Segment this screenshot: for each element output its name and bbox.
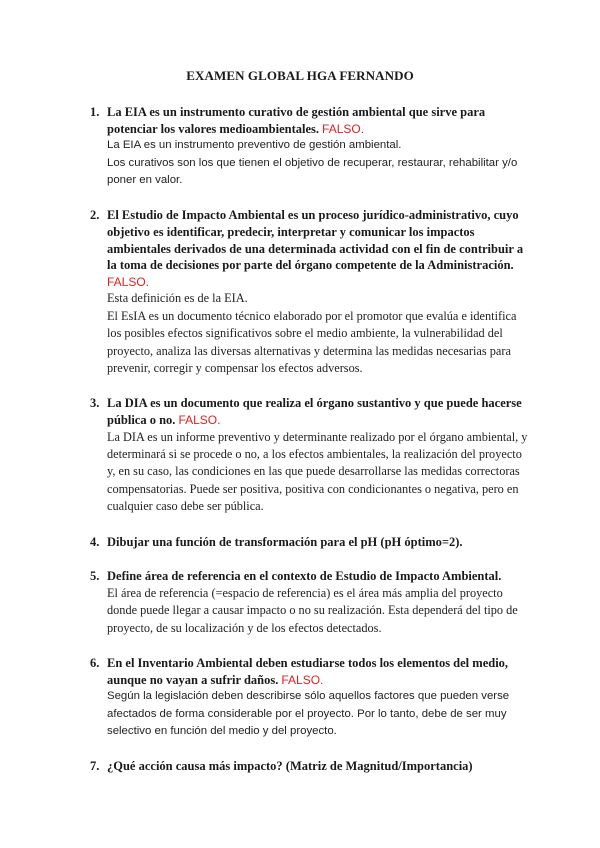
page-title: EXAMEN GLOBAL HGA FERNANDO [186, 68, 414, 83]
question-number: 5. [90, 569, 100, 584]
question-number: 3. [90, 396, 100, 411]
question-text [107, 395, 530, 428]
question-statement: ¿Qué acción causa más impacto? (Matriz de Magnitud/Importancia) [107, 759, 473, 774]
answer-paragraph: Esta definición es de la EIA. [107, 291, 248, 306]
answer-paragraph: El área de referencia (=espacio de referencia) es el área más amplia del proyecto donde puede llegar a causar impacto o no su realización. Esta dependerá del tipo de proyecto, de su localización y de los efectos detectados. [107, 585, 518, 635]
verdict-label: FALSO. [322, 121, 365, 136]
question-text [107, 758, 530, 775]
answer-paragraph: Los curativos son los que tienen el objetivo de recuperar, restaurar, rehabilitar y/o poner en valor. [107, 156, 518, 186]
question-statement: En el Inventario Ambiental deben estudiarse todos los elementos del medio, aunque no vayan a sufrir daños. [107, 656, 509, 687]
question-text [107, 104, 530, 137]
question-2 [90, 207, 530, 377]
answer-paragraph: La EIA es un instrumento preventivo de gestión ambiental. [107, 139, 402, 152]
answer-paragraph: La DIA es un informe preventivo y determinante realizado por el órgano ambiental, y determinará si se procede o no, a los efectos ambientales, la realización del proyecto y, en su caso, las condiciones en las que puede desarrollarse las medidas correctoras compensatorias. Puede ser positiva, positiva con condicionantes o negativa, pero en cualquier caso debe ser pública. [107, 429, 528, 514]
question-text [107, 207, 530, 290]
question-statement: El Estudio de Impacto Ambiental es un proceso jurídico-administrativo, cuyo objetivo es identificar, predecir, interpretar y comunicar los impactos ambientales derivados de una determinada actividad con el fin de contribuir a la toma de decisiones por parte del órgano competente de la Administración. [107, 208, 524, 273]
question-text [107, 568, 530, 585]
answer-paragraph: El EsIA es un documento técnico elaborado por el promotor que evalúa e identifica los posibles efectos significativos sobre el medio ambiente, la vulnerabilidad del proyecto, analiza las diversas alternativas y determina las medidas necesarias para prevenir, corregir y compensar los efectos adversos. [107, 308, 517, 375]
question-number: 2. [90, 208, 100, 223]
question-number: 1. [90, 105, 100, 119]
question-statement: Define área de referencia en el contexto de Estudio de Impacto Ambiental. [107, 569, 502, 584]
answer-block [107, 290, 530, 377]
verdict-label: FALSO. [107, 274, 150, 289]
question-list [90, 104, 530, 793]
verdict-label: FALSO. [281, 672, 324, 687]
question-text [107, 655, 530, 688]
question-text [107, 534, 530, 551]
question-7 [90, 758, 530, 775]
question-1 [90, 104, 530, 189]
question-4 [90, 534, 530, 551]
question-number: 7. [90, 759, 100, 774]
question-statement: Dibujar una función de transformación para el pH (pH óptimo=2). [107, 534, 463, 549]
question-3 [90, 395, 530, 515]
question-5 [90, 568, 530, 637]
verdict-label: FALSO. [178, 413, 221, 427]
answer-block [107, 429, 530, 516]
answer-block [107, 688, 530, 740]
answer-paragraph: Según la legislación deben describirse sólo aquellos factores que pueden verse afectados de forma considerable por el proyecto. Por lo tanto, debe de ser muy selectivo en función del medio y del proyecto. [107, 690, 510, 738]
question-number: 6. [90, 656, 100, 671]
question-number: 4. [90, 534, 100, 549]
answer-block [107, 137, 530, 189]
question-statement: La EIA es un instrumento curativo de gestión ambiental que sirve para potenciar los valores medioambientales. [107, 105, 486, 136]
question-6 [90, 655, 530, 740]
question-statement: La DIA es un documento que realiza el órgano sustantivo y que puede hacerse pública o no. [107, 396, 522, 427]
answer-block [107, 585, 530, 637]
